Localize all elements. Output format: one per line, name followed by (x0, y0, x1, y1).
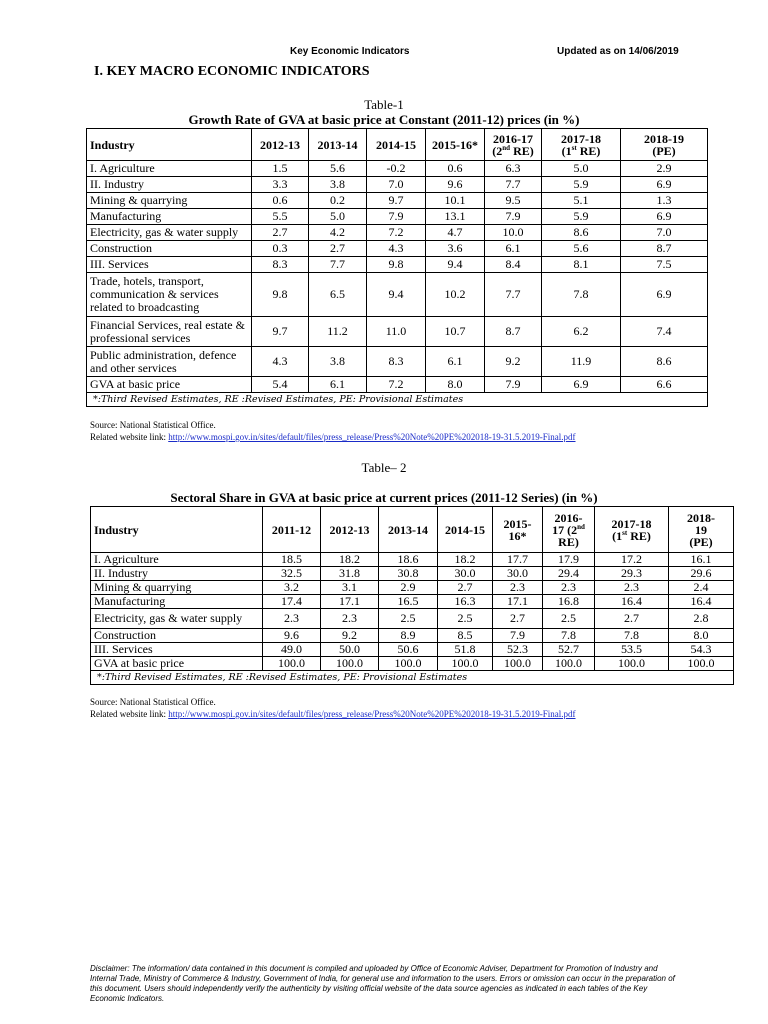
table-row (91, 567, 734, 581)
table2-link-line (90, 709, 576, 720)
row-label: III. Services (87, 257, 252, 273)
table-cell: 2.5 (438, 609, 493, 629)
table-cell: 10.2 (426, 273, 485, 317)
table2-title: Sectoral Share in GVA at basic price at current prices (2011-12 Series) (in %) (170, 490, 598, 505)
table-cell: 0.3 (252, 241, 309, 257)
table-cell: 6.9 (542, 377, 621, 393)
table-cell: 8.0 (426, 377, 485, 393)
table-cell: 52.7 (543, 643, 595, 657)
column-header: 2013-14 (309, 129, 367, 161)
table-cell: 7.2 (367, 225, 426, 241)
table-cell: 1.5 (252, 161, 309, 177)
table-cell: 54.3 (669, 643, 734, 657)
row-label: Manufacturing (91, 595, 263, 609)
table-cell: 18.2 (321, 553, 379, 567)
table-row (87, 257, 708, 273)
table-cell: 7.9 (367, 209, 426, 225)
row-label: Manufacturing (87, 209, 252, 225)
table-cell: 8.6 (621, 347, 708, 377)
table-cell: 2.7 (252, 225, 309, 241)
table-cell: 29.6 (669, 567, 734, 581)
table-cell: 7.8 (542, 273, 621, 317)
table-cell: 7.8 (595, 629, 669, 643)
column-header: 2011-12 (263, 507, 321, 553)
table-cell: 7.0 (621, 225, 708, 241)
row-label: Construction (87, 241, 252, 257)
table-row (87, 225, 708, 241)
table-cell: 8.7 (621, 241, 708, 257)
table-row (87, 377, 708, 393)
table-cell: 3.2 (263, 581, 321, 595)
table2-note: *:Third Revised Estimates, RE :Revised Estimates, PE: Provisional Estimates (91, 671, 734, 685)
table-cell: 16.4 (595, 595, 669, 609)
table2-header-row (91, 507, 734, 553)
column-header: 2012-13 (252, 129, 309, 161)
table-cell: 2.5 (543, 609, 595, 629)
row-label: GVA at basic price (91, 657, 263, 671)
doc-header-right: Updated as on 14/06/2019 (557, 46, 679, 57)
table-cell: 2.7 (309, 241, 367, 257)
table-cell: 5.0 (542, 161, 621, 177)
column-header: 2018-19 (PE) (621, 129, 708, 161)
table-cell: 5.9 (542, 209, 621, 225)
table-cell: 6.1 (485, 241, 542, 257)
table-row (91, 595, 734, 609)
table-cell: 100.0 (263, 657, 321, 671)
row-label: Electricity, gas & water supply (91, 609, 263, 629)
column-header: Industry (87, 129, 252, 161)
table-cell: 6.6 (621, 377, 708, 393)
table-cell: 17.7 (493, 553, 543, 567)
table-row (91, 553, 734, 567)
table-cell: 7.5 (621, 257, 708, 273)
row-label: Financial Services, real estate & professional services (87, 317, 252, 347)
row-label: III. Services (91, 643, 263, 657)
table-cell: 6.9 (621, 273, 708, 317)
table-cell: 16.1 (669, 553, 734, 567)
table-row (91, 609, 734, 629)
table-cell: 8.0 (669, 629, 734, 643)
table-row (91, 629, 734, 643)
table-row (91, 643, 734, 657)
table-cell: 3.8 (309, 347, 367, 377)
table-cell: 2.9 (379, 581, 438, 595)
table-cell: 13.1 (426, 209, 485, 225)
table-row (87, 241, 708, 257)
table-cell: 8.4 (485, 257, 542, 273)
table-cell: 7.7 (485, 273, 542, 317)
table-cell: 7.0 (367, 177, 426, 193)
table-cell: 100.0 (595, 657, 669, 671)
table-cell: 51.8 (438, 643, 493, 657)
table-cell: 17.2 (595, 553, 669, 567)
table-cell: 8.5 (438, 629, 493, 643)
table-cell: 100.0 (669, 657, 734, 671)
table-cell: 29.3 (595, 567, 669, 581)
table-cell: 50.0 (321, 643, 379, 657)
table1-title: Growth Rate of GVA at basic price at Constant (2011-12) prices (in %) (188, 112, 580, 127)
table-cell: 100.0 (321, 657, 379, 671)
table-cell: 9.5 (485, 193, 542, 209)
table-cell: 7.9 (485, 377, 542, 393)
table-cell: 9.4 (426, 257, 485, 273)
table-cell: 3.1 (321, 581, 379, 595)
row-label: II. Industry (91, 567, 263, 581)
link-label: Related website link: (90, 709, 169, 719)
row-label: Mining & quarrying (91, 581, 263, 595)
column-header: 2012-13 (321, 507, 379, 553)
table-row (91, 657, 734, 671)
table-cell: 16.5 (379, 595, 438, 609)
table-cell: 9.4 (367, 273, 426, 317)
table-cell: 7.8 (543, 629, 595, 643)
table-cell: 18.5 (263, 553, 321, 567)
table-cell: 18.6 (379, 553, 438, 567)
table2-source: Source: National Statistical Office. (90, 697, 216, 707)
table-row (87, 177, 708, 193)
column-header: 2017-18 (1st RE) (595, 507, 669, 553)
row-label: Construction (91, 629, 263, 643)
table-cell: 6.1 (426, 347, 485, 377)
table-row (87, 317, 708, 347)
table-cell: 29.4 (543, 567, 595, 581)
table-cell: 100.0 (438, 657, 493, 671)
table-cell: 7.4 (621, 317, 708, 347)
table1 (86, 128, 708, 407)
table-cell: 10.7 (426, 317, 485, 347)
table-cell: 7.9 (493, 629, 543, 643)
table-cell: 2.8 (669, 609, 734, 629)
table1-link-line (90, 432, 576, 443)
table-cell: 4.7 (426, 225, 485, 241)
column-header: 2018- 19 (PE) (669, 507, 734, 553)
column-header: 2014-15 (367, 129, 426, 161)
table-cell: 2.7 (438, 581, 493, 595)
table-cell: 11.0 (367, 317, 426, 347)
column-header: 2015- 16* (493, 507, 543, 553)
table-cell: 2.9 (621, 161, 708, 177)
table-cell: 9.8 (367, 257, 426, 273)
table-cell: 17.1 (493, 595, 543, 609)
table-cell: 18.2 (438, 553, 493, 567)
table-cell: 5.6 (542, 241, 621, 257)
table-cell: -0.2 (367, 161, 426, 177)
table-cell: 16.4 (669, 595, 734, 609)
doc-header-left: Key Economic Indicators (290, 46, 410, 57)
table-cell: 9.6 (263, 629, 321, 643)
table-cell: 5.5 (252, 209, 309, 225)
column-header: 2016-17 (2nd RE) (485, 129, 542, 161)
table-cell: 9.2 (485, 347, 542, 377)
row-label: Public administration, defence and other services (87, 347, 252, 377)
table-cell: 8.7 (485, 317, 542, 347)
table-cell: 4.2 (309, 225, 367, 241)
table-cell: 31.8 (321, 567, 379, 581)
table-cell: 32.5 (263, 567, 321, 581)
table-cell: 5.6 (309, 161, 367, 177)
table-cell: 4.3 (252, 347, 309, 377)
table-cell: 6.9 (621, 209, 708, 225)
row-label: GVA at basic price (87, 377, 252, 393)
table-cell: 9.2 (321, 629, 379, 643)
table-cell: 100.0 (543, 657, 595, 671)
row-label: Trade, hotels, transport, communication & services related to broadcasting (87, 273, 252, 317)
column-header: 2017-18 (1st RE) (542, 129, 621, 161)
table-cell: 8.3 (252, 257, 309, 273)
column-header: 2015-16* (426, 129, 485, 161)
row-label: II. Industry (87, 177, 252, 193)
table-cell: 8.9 (379, 629, 438, 643)
table-cell: 53.5 (595, 643, 669, 657)
table-row (87, 193, 708, 209)
table-cell: 3.8 (309, 177, 367, 193)
table-cell: 30.8 (379, 567, 438, 581)
column-header: 2016- 17 (2nd RE) (543, 507, 595, 553)
table-row (91, 581, 734, 595)
table-cell: 7.9 (485, 209, 542, 225)
table-cell: 16.8 (543, 595, 595, 609)
table-cell: 17.9 (543, 553, 595, 567)
table-cell: 5.4 (252, 377, 309, 393)
table-cell: 100.0 (493, 657, 543, 671)
table-cell: 6.2 (542, 317, 621, 347)
table-row (87, 273, 708, 317)
table-cell: 2.7 (493, 609, 543, 629)
table-cell: 3.3 (252, 177, 309, 193)
table-cell: 30.0 (438, 567, 493, 581)
table-cell: 7.2 (367, 377, 426, 393)
table-cell: 11.2 (309, 317, 367, 347)
table-cell: 8.3 (367, 347, 426, 377)
row-label: I. Agriculture (91, 553, 263, 567)
table-row (87, 347, 708, 377)
table-cell: 0.6 (426, 161, 485, 177)
disclaimer: Disclaimer: The information/ data contained in this document is compiled and uploaded by Office of Economic Adviser, Department for Promotion of Industry and Internal Trade, Ministry of Commerce & Industry, Government of India, for general use and information to the users. Errors or omission can occur in the preparation of this document. Users should independently verify the authenticity by visiting official website of the data source agencies as indicated in each tables of the Key Economic Indicators. (90, 964, 675, 1003)
table-cell: 8.1 (542, 257, 621, 273)
table-cell: 6.3 (485, 161, 542, 177)
related-website-link[interactable]: http://www.mospi.gov.in/sites/default/files/press_release/Press%20Note%20PE%202018-19-31.5.2019-Final.pdf (168, 709, 576, 719)
table-cell: 11.9 (542, 347, 621, 377)
table-cell: 4.3 (367, 241, 426, 257)
table-cell: 6.1 (309, 377, 367, 393)
table-cell: 9.7 (252, 317, 309, 347)
table-cell: 2.5 (379, 609, 438, 629)
table-cell: 100.0 (379, 657, 438, 671)
table-cell: 0.2 (309, 193, 367, 209)
table-cell: 30.0 (493, 567, 543, 581)
table-cell: 9.7 (367, 193, 426, 209)
column-header: 2013-14 (379, 507, 438, 553)
table-cell: 10.0 (485, 225, 542, 241)
table2-caption: Table– 2 (361, 460, 407, 475)
table-cell: 52.3 (493, 643, 543, 657)
table-cell: 9.8 (252, 273, 309, 317)
table-cell: 5.0 (309, 209, 367, 225)
table-cell: 10.1 (426, 193, 485, 209)
table-cell: 2.3 (493, 581, 543, 595)
table1-note: *:Third Revised Estimates, RE :Revised Estimates, PE: Provisional Estimates (87, 393, 708, 407)
table-cell: 17.1 (321, 595, 379, 609)
table-cell: 6.5 (309, 273, 367, 317)
row-label: Electricity, gas & water supply (87, 225, 252, 241)
table-cell: 2.3 (543, 581, 595, 595)
table1-source: Source: National Statistical Office. (90, 420, 216, 430)
link-label: Related website link: (90, 432, 169, 442)
table1-header-row (87, 129, 708, 161)
table-row (87, 209, 708, 225)
table-cell: 2.3 (263, 609, 321, 629)
table-cell: 5.9 (542, 177, 621, 193)
table-cell: 8.6 (542, 225, 621, 241)
table-cell: 5.1 (542, 193, 621, 209)
column-header: 2014-15 (438, 507, 493, 553)
table-cell: 16.3 (438, 595, 493, 609)
row-label: Mining & quarrying (87, 193, 252, 209)
table-cell: 50.6 (379, 643, 438, 657)
table-cell: 7.7 (485, 177, 542, 193)
table-row (87, 161, 708, 177)
table-cell: 2.3 (321, 609, 379, 629)
table-cell: 2.3 (595, 581, 669, 595)
table-cell: 2.7 (595, 609, 669, 629)
table-cell: 0.6 (252, 193, 309, 209)
table-cell: 3.6 (426, 241, 485, 257)
section-title: I. KEY MACRO ECONOMIC INDICATORS (94, 64, 370, 79)
table-cell: 9.6 (426, 177, 485, 193)
table1-caption: Table-1 (364, 97, 404, 112)
related-website-link[interactable]: http://www.mospi.gov.in/sites/default/files/press_release/Press%20Note%20PE%202018-19-31.5.2019-Final.pdf (168, 432, 576, 442)
table-cell: 2.4 (669, 581, 734, 595)
column-header: Industry (91, 507, 263, 553)
table-cell: 1.3 (621, 193, 708, 209)
table-cell: 17.4 (263, 595, 321, 609)
table2 (90, 506, 734, 685)
table-cell: 49.0 (263, 643, 321, 657)
table-cell: 7.7 (309, 257, 367, 273)
row-label: I. Agriculture (87, 161, 252, 177)
table-cell: 6.9 (621, 177, 708, 193)
